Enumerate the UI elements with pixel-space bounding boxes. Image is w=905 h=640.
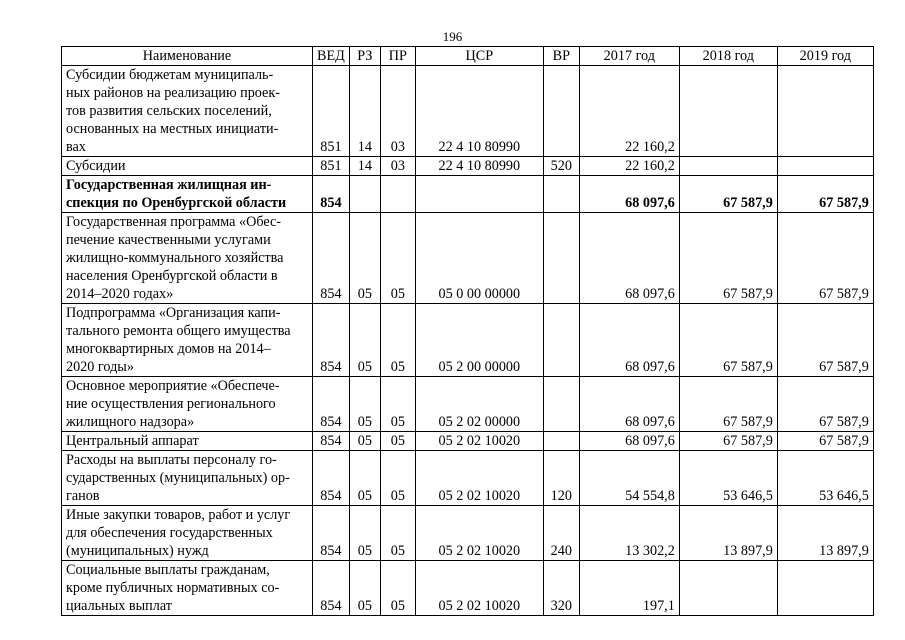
- row-vr: [543, 304, 579, 377]
- row-name: Субсидии: [62, 157, 313, 176]
- row-2017: 68 097,6: [579, 377, 679, 432]
- table-row: [62, 66, 874, 157]
- row-vr: 120: [543, 451, 579, 506]
- table-row: [62, 304, 874, 377]
- row-2018: 53 646,5: [679, 451, 777, 506]
- row-pr: 03: [380, 66, 415, 157]
- row-2019: 67 587,9: [777, 213, 873, 304]
- row-vr: 240: [543, 506, 579, 561]
- row-rz: 05: [349, 304, 380, 377]
- row-csr: 22 4 10 80990: [415, 157, 543, 176]
- row-2019: 67 587,9: [777, 432, 873, 451]
- row-2017: 68 097,6: [579, 304, 679, 377]
- header-2019: 2019 год: [777, 47, 873, 66]
- row-rz: 05: [349, 451, 380, 506]
- row-rz: 14: [349, 157, 380, 176]
- row-2019: [777, 561, 873, 616]
- header-csr: ЦСР: [415, 47, 543, 66]
- row-rz: 05: [349, 213, 380, 304]
- row-2018: 67 587,9: [679, 304, 777, 377]
- page-number: 196: [442, 29, 463, 44]
- row-2017: 68 097,6: [579, 176, 679, 213]
- row-2018: [679, 66, 777, 157]
- row-vr: [543, 66, 579, 157]
- row-rz: 05: [349, 506, 380, 561]
- row-name: Подпрограмма «Организация капи- тального ремонта общего имущества многоквартирных домов на 2014– 2020 годы»: [62, 304, 313, 377]
- table-row: [62, 377, 874, 432]
- row-2018: 67 587,9: [679, 432, 777, 451]
- table-row: [62, 561, 874, 616]
- budget-table: [61, 46, 874, 616]
- row-pr: 05: [380, 304, 415, 377]
- row-2018: 67 587,9: [679, 213, 777, 304]
- row-2017: 68 097,6: [579, 213, 679, 304]
- row-csr: 05 2 02 10020: [415, 506, 543, 561]
- row-csr: 05 0 00 00000: [415, 213, 543, 304]
- row-2018: [679, 561, 777, 616]
- row-name: Иные закупки товаров, работ и услуг для обеспечения государственных (муниципальных) нужд: [62, 506, 313, 561]
- header-rz: РЗ: [349, 47, 380, 66]
- row-2017: 22 160,2: [579, 157, 679, 176]
- row-csr: 22 4 10 80990: [415, 66, 543, 157]
- row-2018: 67 587,9: [679, 176, 777, 213]
- row-pr: 05: [380, 561, 415, 616]
- row-pr: 05: [380, 451, 415, 506]
- row-vr: [543, 213, 579, 304]
- row-ved: 854: [313, 176, 350, 213]
- header-2018: 2018 год: [679, 47, 777, 66]
- table-row: [62, 432, 874, 451]
- row-ved: 854: [313, 304, 350, 377]
- row-name: Центральный аппарат: [62, 432, 313, 451]
- row-pr: 05: [380, 432, 415, 451]
- row-vr: [543, 377, 579, 432]
- row-2019: 67 587,9: [777, 377, 873, 432]
- header-pr: ПР: [380, 47, 415, 66]
- row-2019: [777, 157, 873, 176]
- row-ved: 854: [313, 377, 350, 432]
- row-vr: 520: [543, 157, 579, 176]
- row-2018: 13 897,9: [679, 506, 777, 561]
- row-2019: 67 587,9: [777, 304, 873, 377]
- row-vr: [543, 432, 579, 451]
- row-pr: [380, 176, 415, 213]
- header-vr: ВР: [543, 47, 579, 66]
- table-row: [62, 213, 874, 304]
- row-2019: 13 897,9: [777, 506, 873, 561]
- row-rz: 05: [349, 561, 380, 616]
- row-name: Социальные выплаты гражданам, кроме публичных нормативных со- циальных выплат: [62, 561, 313, 616]
- header-row: [62, 47, 874, 66]
- row-ved: 851: [313, 66, 350, 157]
- table-row: [62, 176, 874, 213]
- row-name: Расходы на выплаты персоналу го- сударственных (муниципальных) ор- ганов: [62, 451, 313, 506]
- row-2017: 68 097,6: [579, 432, 679, 451]
- row-vr: [543, 176, 579, 213]
- row-csr: [415, 176, 543, 213]
- row-2017: 22 160,2: [579, 66, 679, 157]
- row-2017: 54 554,8: [579, 451, 679, 506]
- row-name: Государственная программа «Обес- печение качественными услугами жилищно-коммунального хозяйства населения Оренбургской области в 2014–2020 годах»: [62, 213, 313, 304]
- row-ved: 854: [313, 506, 350, 561]
- row-2019: [777, 66, 873, 157]
- row-2018: [679, 157, 777, 176]
- row-csr: 05 2 02 10020: [415, 451, 543, 506]
- header-2017: 2017 год: [579, 47, 679, 66]
- row-name: Основное мероприятие «Обеспече- ние осуществления регионального жилищного надзора»: [62, 377, 313, 432]
- row-2019: 67 587,9: [777, 176, 873, 213]
- row-name: Государственная жилищная ин- спекция по Оренбургской области: [62, 176, 313, 213]
- row-rz: [349, 176, 380, 213]
- row-rz: 05: [349, 377, 380, 432]
- row-csr: 05 2 02 10020: [415, 432, 543, 451]
- header-name: Наименование: [62, 47, 313, 66]
- row-ved: 854: [313, 451, 350, 506]
- row-ved: 854: [313, 561, 350, 616]
- row-csr: 05 2 00 00000: [415, 304, 543, 377]
- row-ved: 851: [313, 157, 350, 176]
- header-ved: ВЕД: [313, 47, 350, 66]
- row-2019: 53 646,5: [777, 451, 873, 506]
- row-rz: 05: [349, 432, 380, 451]
- row-vr: 320: [543, 561, 579, 616]
- row-pr: 05: [380, 377, 415, 432]
- table-row: [62, 506, 874, 561]
- table-row: [62, 451, 874, 506]
- row-pr: 05: [380, 213, 415, 304]
- row-pr: 05: [380, 506, 415, 561]
- row-2017: 13 302,2: [579, 506, 679, 561]
- row-csr: 05 2 02 00000: [415, 377, 543, 432]
- row-2017: 197,1: [579, 561, 679, 616]
- row-ved: 854: [313, 432, 350, 451]
- row-ved: 854: [313, 213, 350, 304]
- table-row: [62, 157, 874, 176]
- row-csr: 05 2 02 10020: [415, 561, 543, 616]
- row-pr: 03: [380, 157, 415, 176]
- row-rz: 14: [349, 66, 380, 157]
- row-name: Субсидии бюджетам муниципаль- ных районов на реализацию проек- тов развития сельских поселений, основанных на местных инициати- вах: [62, 66, 313, 157]
- row-2018: 67 587,9: [679, 377, 777, 432]
